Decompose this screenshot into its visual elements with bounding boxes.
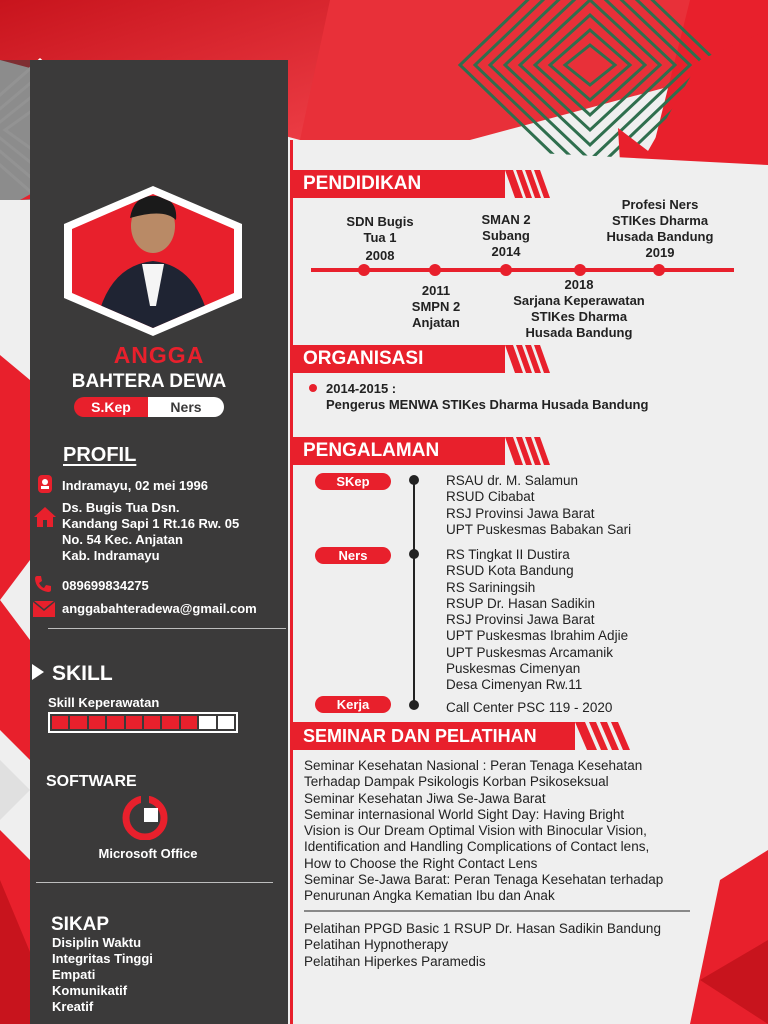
profile-photo: [64, 186, 242, 336]
experience-kerja-list: [446, 700, 612, 716]
skill-segment: [126, 716, 142, 729]
vertical-rule: [290, 140, 293, 1024]
school-name: Sarjana Keperawatan: [513, 293, 645, 308]
sikap-item: Kreatif: [52, 999, 94, 1014]
divider: [48, 628, 286, 629]
list-item: RS Sariningsih: [446, 579, 536, 595]
list-item: RSJ Provinsi Jawa Barat: [446, 612, 595, 628]
school-year: 2019: [645, 245, 675, 260]
school-name: SMPN 2: [411, 299, 461, 314]
seminar-heading: SEMINAR DAN PELATIHAN: [293, 722, 575, 750]
stripes-decoration: [505, 170, 550, 198]
skill-level-bar: [48, 712, 238, 733]
skill-segment: [107, 716, 123, 729]
tag-kerja: Kerja: [315, 696, 391, 713]
skill-heading: SKILL: [52, 662, 113, 685]
school-name: SMAN 2: [481, 212, 531, 227]
skill-segment: [52, 716, 68, 729]
degree-label: S.Kep: [74, 397, 148, 417]
seminar-line: How to Choose the Right Contact Lens: [304, 855, 538, 871]
profession-label: Ners: [148, 397, 224, 417]
seminar-line: Seminar Kesehatan Jiwa Se-Jawa Barat: [304, 790, 546, 806]
school-year: 2008: [365, 248, 395, 263]
microsoft-office-icon: [120, 796, 170, 840]
seminar-line: Seminar Kesehatan Nasional : Peran Tenaga Kesehatan: [304, 758, 643, 773]
school-name: Profesi Ners: [621, 197, 699, 212]
organisasi-entry: [326, 381, 648, 413]
list-item: RSAU dr. M. Salamun: [446, 473, 579, 488]
list-item: Call Center PSC 119 - 2020: [446, 700, 613, 715]
arrow-marker-icon: [32, 664, 44, 680]
seminar-line: Seminar internasional World Sight Day: Having Bright: [304, 806, 625, 822]
experience-ners-list: [446, 547, 628, 694]
seminar-line: Terhadap Dampak Psikologis Korban Psikoseksual: [304, 774, 609, 790]
list-item: Puskesmas Cimenyan: [446, 661, 581, 677]
experience-skep-list: [446, 473, 631, 538]
school-name: Tua 1: [363, 230, 397, 245]
tag-skep: SKep: [315, 473, 391, 490]
experience-timeline: [413, 478, 415, 706]
skill-segment: [181, 716, 197, 729]
seminar-list: [304, 758, 663, 905]
training-line: Pelatihan Hypnotherapy: [304, 937, 449, 953]
timeline-dot: [409, 700, 419, 710]
software-name: Microsoft Office: [98, 846, 198, 861]
stripes-decoration: [505, 437, 550, 465]
sikap-item: Empati: [52, 967, 96, 982]
skill-segment: [162, 716, 178, 729]
list-item: RSJ Provinsi Jawa Barat: [446, 505, 595, 521]
timeline-dot: [409, 549, 419, 559]
stripes-decoration: [575, 722, 630, 750]
address-line-3: No. 54 Kec. Anjatan: [62, 532, 183, 547]
address-line-2: Kandang Sapi 1 Rt.16 Rw. 05: [62, 516, 240, 531]
divider: [36, 882, 273, 883]
education-timeline: [311, 268, 734, 272]
list-item: UPT Puskesmas Arcamanik: [446, 644, 614, 660]
sikap-heading: SIKAP: [51, 914, 110, 935]
organisasi-heading: ORGANISASI: [293, 345, 505, 373]
last-name: BAHTERA DEWA: [71, 371, 227, 392]
list-item: UPT Puskesmas Ibrahim Adjie: [446, 628, 629, 644]
skill-segment: [144, 716, 160, 729]
edu-sma: [456, 212, 556, 260]
school-name: Subang: [482, 228, 530, 243]
timeline-dot: [358, 264, 370, 276]
seminar-line: Seminar Se-Jawa Barat: Peran Tenaga Kesehatan terhadap: [304, 872, 664, 888]
bullet-dot: [309, 384, 317, 392]
sikap-item: Komunikatif: [52, 983, 128, 998]
seminar-line: Penurunan Angka Kematian Ibu dan Anak: [304, 888, 555, 904]
school-name: Anjatan: [412, 315, 460, 330]
email-address[interactable]: anggabahteradewa@gmail.com: [62, 601, 257, 616]
profil-heading: PROFIL: [63, 444, 137, 466]
skill-segment: [199, 716, 215, 729]
sikap-item: Disiplin Waktu: [52, 935, 142, 950]
skill-segment: [218, 716, 234, 729]
school-name: STIKes Dharma: [611, 213, 709, 228]
school-name: Husada Bandung: [525, 325, 633, 340]
school-year: 2014: [491, 244, 521, 259]
list-item: RS Tingkat II Dustira: [446, 547, 570, 562]
timeline-dot: [500, 264, 512, 276]
list-item: RSUD Cibabat: [446, 489, 535, 505]
divider: [304, 910, 690, 912]
address-line-1: Ds. Bugis Tua Dsn.: [62, 500, 180, 515]
school-name: STIKes Dharma: [530, 309, 628, 324]
timeline-dot: [409, 475, 419, 485]
sikap-list: [52, 935, 153, 1015]
pengalaman-heading: PENGALAMAN: [293, 437, 505, 465]
pendidikan-heading: PENDIDIKAN: [293, 170, 505, 198]
organisasi-role: Pengerus MENWA STIKes Dharma Husada Bandung: [326, 397, 649, 412]
birth-info: Indramayu, 02 mei 1996: [62, 478, 208, 493]
edu-smp: [386, 283, 486, 331]
address-line-4: Kab. Indramayu: [62, 548, 160, 563]
seminar-line: Vision is Our Dream Optimal Vision with Binocular Vision,: [304, 823, 647, 839]
stripes-decoration: [505, 345, 550, 373]
birthday-icon: [35, 474, 55, 494]
list-item: RSUP Dr. Hasan Sadikin: [446, 595, 596, 611]
phone-icon: [33, 574, 53, 594]
timeline-dot: [574, 264, 586, 276]
list-item: Desa Cimenyan Rw.11: [446, 677, 583, 693]
skill-segment: [89, 716, 105, 729]
organisasi-period: 2014-2015 :: [326, 381, 397, 396]
training-list: [304, 921, 661, 970]
list-item: UPT Puskesmas Babakan Sari: [446, 521, 632, 537]
edu-sd: [330, 214, 430, 264]
school-year: 2018: [564, 277, 594, 292]
training-line: Pelatihan PPGD Basic 1 RSUP Dr. Hasan Sadikin Bandung: [304, 921, 661, 936]
edu-ners: [590, 197, 730, 261]
first-name: ANGGA: [113, 342, 205, 368]
school-name: SDN Bugis: [346, 214, 414, 229]
sikap-item: Integritas Tinggi: [52, 951, 153, 966]
timeline-dot: [653, 264, 665, 276]
tag-ners: Ners: [315, 547, 391, 564]
home-icon: [33, 506, 57, 528]
list-item: RSUD Kota Bandung: [446, 563, 574, 579]
phone-number[interactable]: 089699834275: [62, 578, 149, 593]
school-name: Husada Bandung: [606, 229, 714, 244]
title-pill: [74, 397, 224, 417]
email-icon: [33, 601, 55, 617]
skill-segment: [70, 716, 86, 729]
skill-name: Skill Keperawatan: [48, 695, 160, 710]
software-heading: SOFTWARE: [46, 773, 137, 790]
training-line: Pelatihan Hiperkes Paramedis: [304, 953, 486, 969]
edu-s1: [494, 277, 664, 341]
timeline-dot: [429, 264, 441, 276]
seminar-line: Identification and Handling Complications of Contact lens,: [304, 839, 650, 855]
school-year: 2011: [421, 283, 451, 298]
